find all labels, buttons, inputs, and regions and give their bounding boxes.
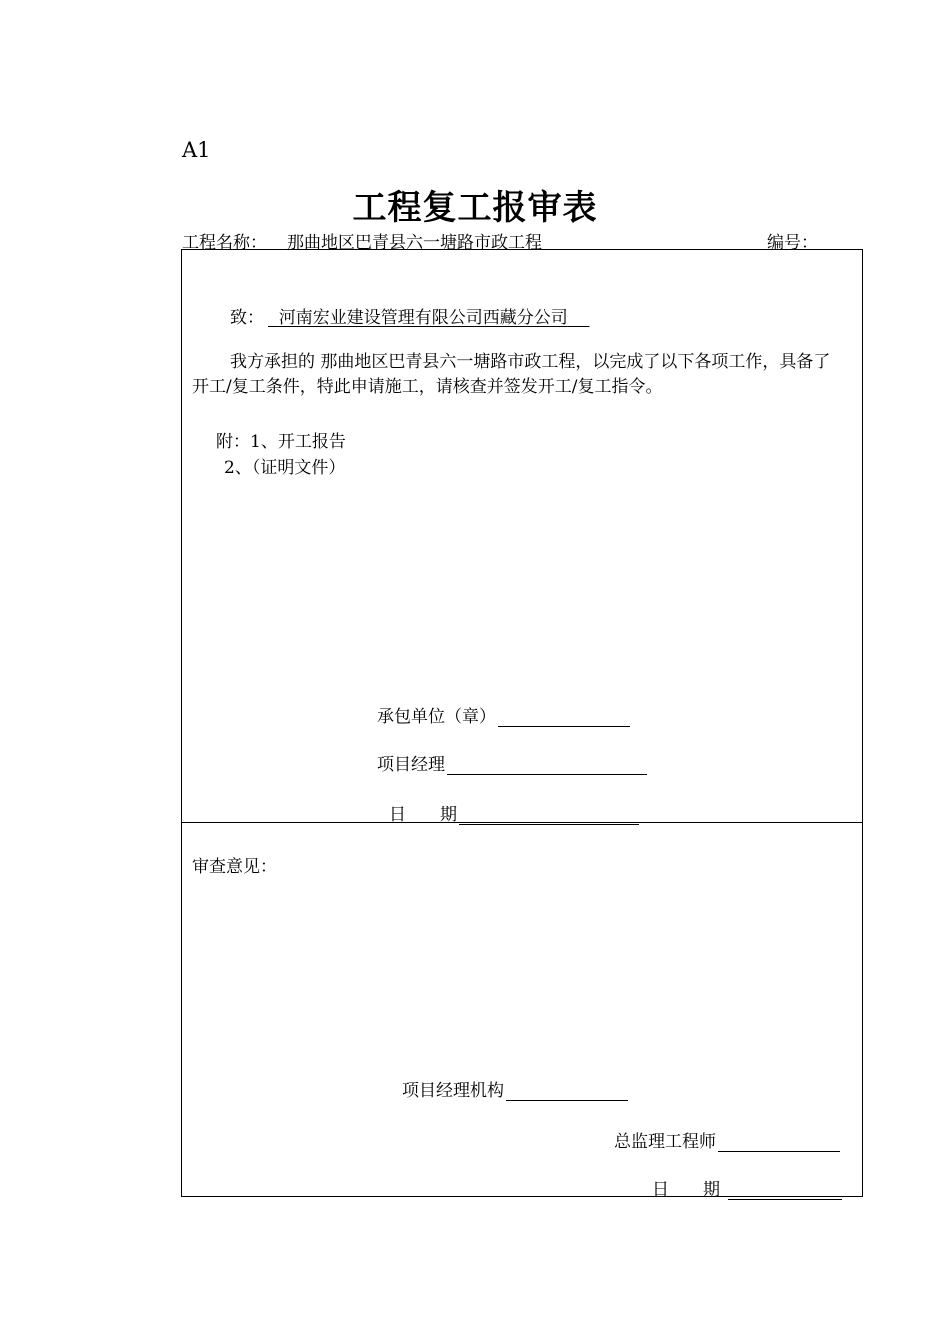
to-label: 致： <box>230 308 264 328</box>
chief-line[interactable] <box>718 1133 840 1152</box>
contractor-label: 承包单位（章） <box>377 707 496 727</box>
application-paragraph: 我方承担的 那曲地区巴青县六一塘路市政工程，以完成了以下各项工作，具备了开工/复工条件，特此申请施工，请核查并签发开工/复工指令。 <box>192 352 831 397</box>
manager-signature <box>377 750 647 775</box>
project-name: 那曲地区巴青县六一塘路市政工程 <box>287 233 542 253</box>
project-name-label: 工程名称： <box>182 233 267 253</box>
attachment-1: 附：1、开工报告 <box>216 432 346 452</box>
date-line-2[interactable] <box>728 1181 842 1200</box>
page-title: 工程复工报审表 <box>352 188 598 228</box>
contractor-line[interactable] <box>498 708 630 727</box>
opinion-label: 审查意见： <box>192 857 277 877</box>
org-label: 项目经理机构 <box>402 1081 504 1101</box>
manager-label: 项目经理 <box>377 755 445 775</box>
manager-line[interactable] <box>447 756 647 775</box>
chief-signature <box>614 1127 840 1152</box>
form-code: A1 <box>182 138 211 162</box>
attachment-2: 2、（证明文件） <box>224 458 346 478</box>
date-label-1: 日 期 <box>389 805 457 825</box>
to-company-text: 河南宏业建设管理有限公司西藏分公司 <box>278 308 568 328</box>
section-divider <box>182 822 862 823</box>
form-table <box>181 249 863 1200</box>
contractor-signature <box>377 702 630 727</box>
number-label: 编号： <box>767 233 818 253</box>
org-signature <box>402 1076 628 1101</box>
to-company <box>268 303 589 328</box>
date-label-2: 日 期 <box>652 1180 720 1200</box>
org-line[interactable] <box>506 1082 628 1101</box>
chief-label: 总监理工程师 <box>614 1132 716 1152</box>
date-signature-2 <box>652 1175 842 1200</box>
